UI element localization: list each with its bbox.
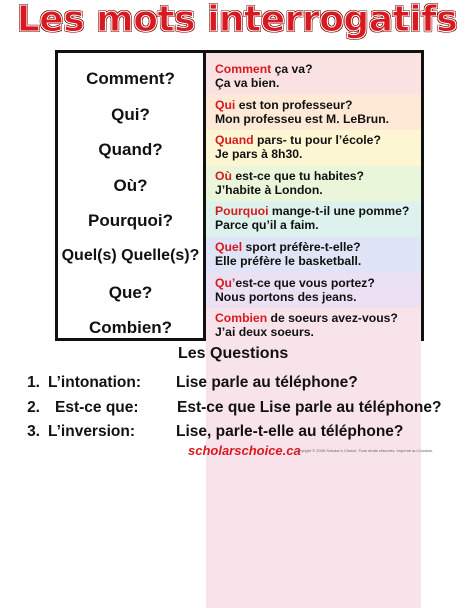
example-answer: Ça va bien. (215, 76, 280, 90)
example-sentences (215, 240, 361, 268)
example-answer: Mon professeu est M. LeBrun. (215, 111, 390, 126)
question-rest: pars- tu pour l’école? (253, 133, 381, 148)
example-answer: Nous portons des jeans. (215, 289, 357, 304)
example-answer: Je pars à 8h30. (215, 147, 303, 162)
example-question (215, 98, 389, 112)
highlighted-word: Qu’ (215, 275, 236, 290)
page-title: Les mots interrogatifs (16, 0, 458, 40)
highlighted-word: Combien (215, 311, 268, 326)
highlighted-word: Pourquoi (215, 204, 269, 219)
question-row (58, 166, 421, 202)
question-rest: de soeurs avez-vous? (267, 311, 398, 326)
example-sentences (215, 133, 381, 161)
question-row (58, 95, 421, 131)
example-question (215, 62, 313, 76)
question-type-example: Lise, parle-t-elle au téléphone? (176, 423, 404, 440)
example-sentences (215, 311, 398, 339)
question-type-example: Est-ce que Lise parle au téléphone? (177, 399, 442, 416)
question-rest: est-ce que tu habites? (231, 168, 364, 183)
highlighted-word: Où (215, 168, 232, 183)
example-sentences (215, 98, 389, 126)
question-word: Pourquoi? (88, 211, 173, 231)
example-question (215, 133, 381, 147)
question-word: Que? (108, 282, 153, 302)
question-type-label: L’inversion: (48, 423, 135, 440)
question-word: Quand? (98, 140, 163, 160)
question-word: Quel(s) Quelle(s)? (61, 247, 200, 264)
question-rest: mange-t-il une pomme? (268, 204, 410, 219)
questions-section-title: Les Questions (178, 345, 289, 362)
question-row (58, 130, 421, 166)
example-answer: J’habite à London. (215, 182, 323, 197)
question-type-label: L’intonation: (48, 374, 141, 391)
example-question (215, 311, 398, 325)
question-rest: est ton professeur? (235, 97, 353, 112)
example-question (215, 204, 409, 218)
highlighted-word: Qui (215, 97, 236, 112)
question-word: Comment? (86, 69, 175, 88)
example-sentences (215, 169, 364, 197)
example-question (215, 240, 361, 254)
example-answer: Parce qu’il a faim. (215, 218, 319, 233)
question-number: 1. (27, 374, 40, 391)
question-number: 2. (27, 399, 40, 416)
example-sentences (215, 276, 375, 304)
highlighted-word: Quand (215, 133, 254, 148)
question-type-example: Lise parle au téléphone? (176, 374, 358, 391)
copyright-text: Copyright © 2006 Scholar’s Choice. Tous droits réservés. Imprimé au Canada. (294, 448, 433, 453)
example-sentences (215, 62, 313, 90)
question-rest: sport préfère-t-elle? (242, 240, 361, 254)
brand-logo: scholarschoice.ca (188, 443, 301, 458)
question-words-panel (55, 50, 424, 341)
highlighted-word: Comment (215, 62, 272, 76)
question-row (58, 273, 421, 309)
question-word: Où? (113, 175, 148, 195)
question-row (58, 201, 421, 237)
example-answer: J’ai deux soeurs. (215, 325, 314, 340)
question-rest: ça va? (271, 62, 313, 76)
highlighted-word: Quel (215, 240, 243, 254)
example-question (215, 276, 375, 290)
question-number: 3. (27, 423, 40, 440)
example-answer: Elle préfère le basketball. (215, 254, 362, 268)
question-type-label: Est-ce que: (55, 399, 139, 416)
example-question (215, 169, 364, 183)
question-word: Combien? (88, 318, 173, 338)
example-sentences (215, 204, 409, 232)
question-row (58, 237, 421, 273)
question-rest: est-ce que vous portez? (235, 275, 375, 290)
question-row (58, 308, 421, 344)
question-row (58, 59, 421, 95)
question-word: Qui? (111, 104, 150, 124)
